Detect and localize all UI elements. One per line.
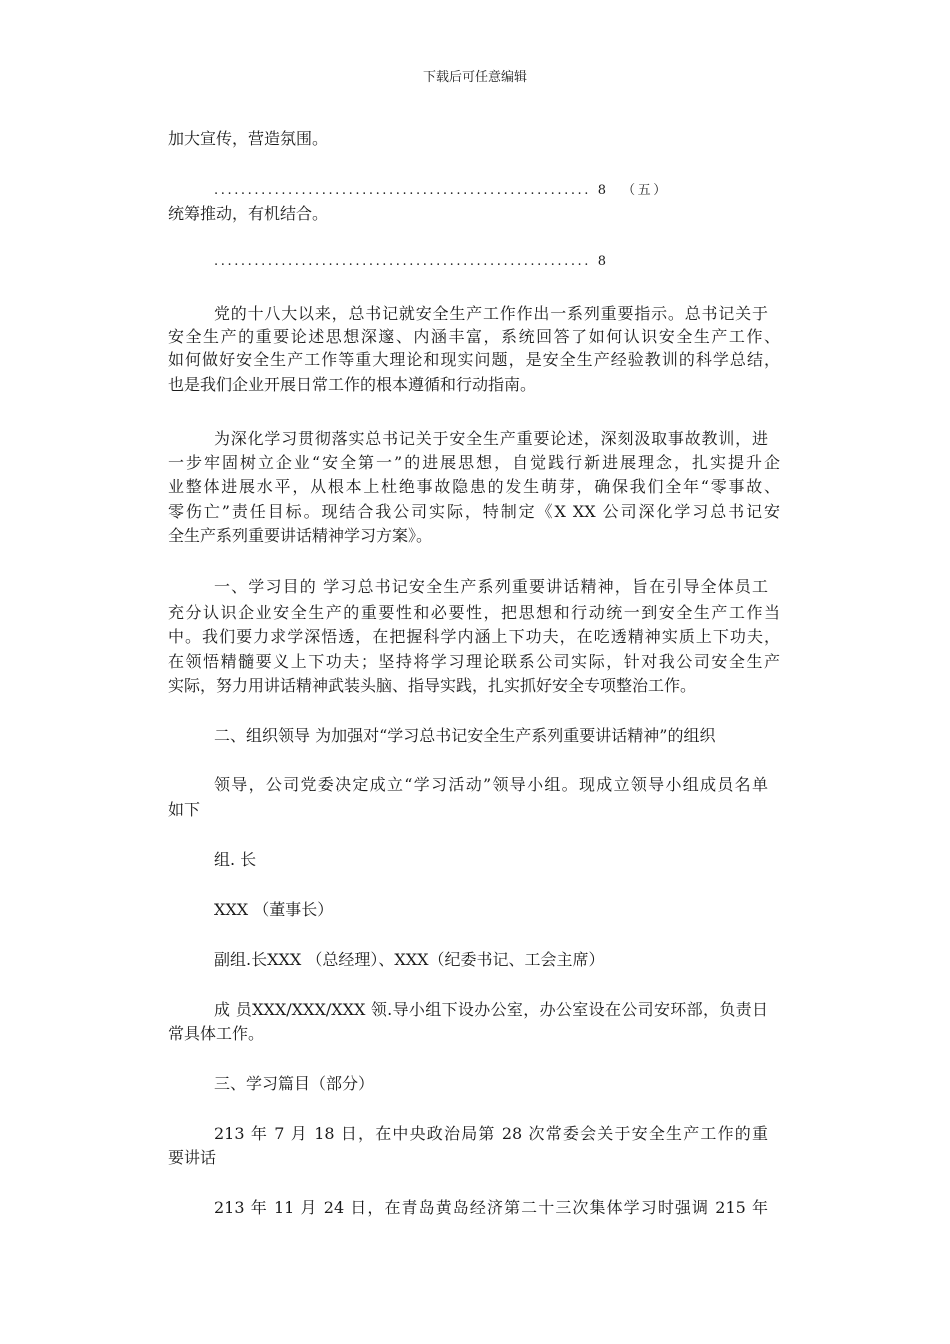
paragraph-line: 如何做好安全生产工作等重大理论和现实问题，是安全生产经验教训的科学总结，: [168, 350, 780, 369]
paragraph-line: 充分认识企业安全生产的重要性和必要性，把思想和行动统一到安全生产工作当: [168, 603, 780, 622]
page-header: 下载后可任意编辑: [422, 70, 527, 85]
paragraph-line: 业整体进展水平，从根本上杜绝事故隐患的发生萌芽，确保我们全年“零事故、: [168, 477, 780, 496]
paragraph-line: 实际，努力用讲话精神武装头脑、指导实践，扎实抓好安全专项整治工作。: [168, 676, 697, 695]
paragraph-line: 在领悟精髓要义上下功夫；坚持将学习理论联系公司实际，针对我公司安全生产: [168, 652, 780, 671]
paragraph-line: 零伤亡”责任目标。现结合我公司实际，特制定《X XX 公司深化学习总书记安: [168, 502, 780, 521]
paragraph-line: 也是我们企业开展日常工作的根本遵循和行动指南。: [168, 375, 537, 394]
section-heading-line: 三、学习篇目（部分）: [214, 1074, 375, 1093]
section-heading-line: 一、学习目的 学习总书记安全生产系列重要讲话精神，旨在引导全体员工: [214, 577, 768, 596]
paragraph-line: 中。我们要力求学深悟透，在把握科学内涵上下功夫，在吃透精神实质上下功夫，: [168, 627, 780, 646]
section-heading-line: 二、组织领导 为加强对“学习总书记安全生产系列重要讲话精神”的组织: [214, 726, 716, 745]
paragraph-line: 全生产系列重要讲话精神学习方案》。: [168, 526, 433, 545]
paragraph-line: 领导，公司党委决定成立“学习活动”领导小组。现成立领导小组成员名单: [214, 775, 768, 794]
paragraph-line: 安全生产的重要论述思想深邃、内涵丰富，系统回答了如何认识安全生产工作、: [168, 327, 780, 346]
paragraph-line: 如下: [168, 800, 201, 819]
paragraph-line: 党的十八大以来，总书记就安全生产工作作出一系列重要指示。总书记关于: [214, 304, 768, 323]
toc-entry-title: 加大宣传，营造氛围。: [168, 129, 329, 148]
members-line: 成 员XXX/XXX/XXX 领.导小组下设办公室，办公室设在公司安环部，负责日: [214, 1000, 768, 1019]
paragraph-line: 为深化学习贯彻落实总书记关于安全生产重要论述，深刻汲取事故教训，进: [214, 429, 768, 448]
reading-item-line: 213 年 11 月 24 日，在青岛黄岛经济第二十三次集体学习时强调 215 年: [214, 1198, 768, 1217]
paragraph-line: 常具体工作。: [168, 1024, 265, 1043]
deputy-leader-line: 副组.长XXX （总经理）、XXX（纪委书记、工会主席）: [214, 950, 605, 969]
toc-entry-title: 统筹推动，有机结合。: [168, 204, 329, 223]
group-leader-name: XXX （董事长）: [214, 900, 334, 919]
paragraph-line: 要讲话: [168, 1148, 217, 1167]
group-leader-label: 组. 长: [214, 850, 257, 869]
reading-item-line: 213 年 7 月 18 日，在中央政治局第 28 次常委会关于安全生产工作的重: [214, 1124, 768, 1143]
toc-leader-dots: ........................................................ 8: [214, 254, 609, 269]
paragraph-line: 一步牢固树立企业“安全第一”的进展思想，自觉践行新进展理念，扎实提升企: [168, 453, 780, 472]
toc-leader-dots: ........................................................ 8 （五）: [214, 183, 669, 198]
